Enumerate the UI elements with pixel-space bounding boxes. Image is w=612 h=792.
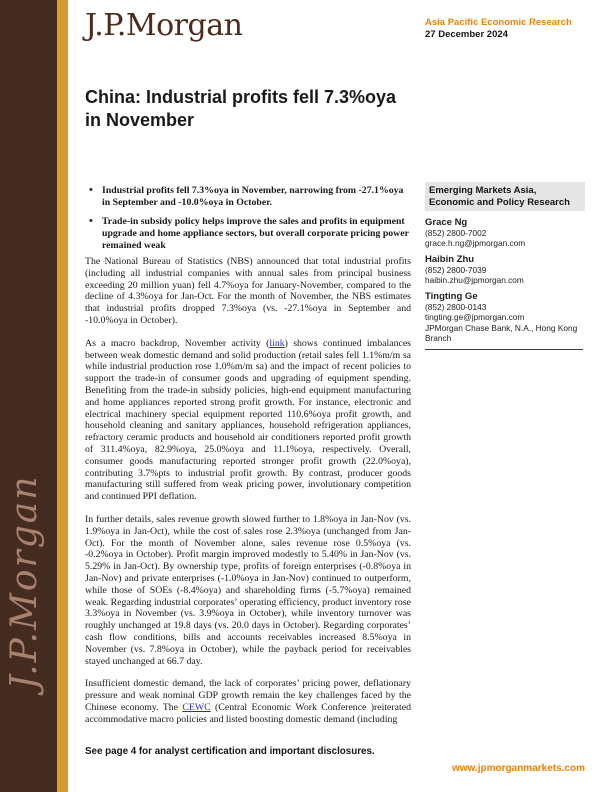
paragraph-text: As a macro backdrop, November activity ( xyxy=(85,337,270,349)
jpmorganmarkets-url[interactable]: www.jpmorganmarkets.com xyxy=(452,763,585,774)
disclosure-note: See page 4 for analyst certification and important disclosures. xyxy=(85,746,375,757)
analyst-entry xyxy=(425,291,585,322)
body-paragraph-1: The National Bureau of Statistics (NBS) announced that total industrial profits (including all industrial companies with annual sales from principal business exceeding 20 million yuan) fell 4.7%oya for January-November, compared to the decline of 4.3%oya for Jan-Oct. For the month of November, the NBS estimates that industrial profits dropped 7.3%oya (vs. -27.1%oya in September and -10.0%oya in October). xyxy=(85,256,411,326)
analyst-phone: (852) 2800-7039 xyxy=(425,265,487,275)
report-date: 27 December 2024 xyxy=(425,29,508,40)
analyst-contacts-column xyxy=(425,182,585,350)
header-right-block xyxy=(425,17,595,41)
bank-entity-line: JPMorgan Chase Bank, N.A., Hong Kong Branch xyxy=(425,323,578,343)
summary-bullet: • Industrial profits fell 7.3%oya in November, narrowing from -27.1%oya in September and -10.0%oya in October. xyxy=(85,185,411,209)
body-paragraph-3: In further details, sales revenue growth slowed further to 1.8%oya in Jan-Nov (vs. 1.9%oya in Jan-Oct), while the cost of sales rose 2.3%oya (unchanged from Jan-Oct). For the month of November alone, sales revenue rose 0.5%oya (vs. -0.2%oya in October). Profit margin improved modestly to 5.40% in Jan-Nov (vs. 5.29% in Jan-Oct). By ownership type, profits of foreign enterprises (-0.8%oya in Jan-Nov) and private enterprises (-1.0%oya in Jan-Nov) continued to outperform, while those of SOEs (-8.4%oya) and shareholding firms (-5.7%oya) remained weak. Regarding industrial corporates’ operating efficiency, product inventory rose 3.3%oya in November (vs. 3.9%oya in October), while inventory turnover was roughly unchanged at 19.8 days (vs. 20.0 days in October). Regarding corporates’ cash flow conditions, bills and accounts receivables increased 8.5%oya in November (vs. 7.8%oya in October), while the payback period for receivables stayed unchanged at 66.7 day. xyxy=(85,513,411,667)
paragraph-text: (Central Economic Work Conference )reiterated accommodative macro policies and listed boosting domestic demand (including xyxy=(85,701,411,725)
analyst-phone: (852) 2800-0143 xyxy=(425,302,487,312)
paragraph-text: ) shows continued imbalances between weak domestic demand and solid production (retail sales fell 1.1%m/m sa while industrial production rose 1.0%m/m sa) and the impact of recent policies to support the trade-in of consumer goods and upgrading of equipment spending. Benefiting from the trade-in subsidy policies, high-end equipment manufacturing and home appliances reported strong profit growth. For instance, electronic and electrical machinery special equipment reported 110.6%oya profit growth, and household cleaning and sanitary appliances, household refrigeration appliances, refractory ceramic products and household air conditioners reported profit growth of 311.4%oya, 82.9%oya, 25.0%oya and 11.1%oya, respectively. Overall, consumer goods manufacturing reported stronger profit growth (22.0%oya), contributing 3.7%pts to industrial profit growth. By contrast, producer goods manufacturing still suffered from weak pricing power, involutionary competition and continued PPI deflation. xyxy=(85,337,411,503)
body-text-column xyxy=(85,256,411,736)
analyst-email[interactable]: grace.h.ng@jpmorgan.com xyxy=(425,238,526,248)
analyst-name: Tingting Ge xyxy=(425,291,478,302)
contacts-divider xyxy=(425,349,583,350)
analyst-entry xyxy=(425,254,585,285)
jpmorgan-logo: J.P.Morgan xyxy=(85,8,243,43)
summary-bullet: • Trade-in subsidy policy helps improve the sales and profits in equipment upgrade and home appliance sectors, but overall corporate pricing power remained weak xyxy=(85,216,411,252)
body-paragraph-2 xyxy=(85,338,411,503)
analyst-name: Grace Ng xyxy=(425,217,468,228)
analyst-email[interactable]: tingting.ge@jpmorgan.com xyxy=(425,312,525,322)
analyst-name: Haibin Zhu xyxy=(425,254,475,265)
cewc-link[interactable]: CEWC xyxy=(182,701,211,713)
analyst-phone: (852) 2800-7002 xyxy=(425,228,487,238)
jpmorgan-signature-watermark: J.P.Morgan xyxy=(4,474,45,690)
brand-rail-gold-stripe xyxy=(57,0,68,792)
research-category-label: Asia Pacific Economic Research xyxy=(425,17,572,28)
paragraph-text: Insufficient domestic demand, the lack of corporates’ pricing power, deflationary pressure and weak nominal GDP growth remain the key challenges faced by the Chinese economy. The xyxy=(85,678,411,713)
november-activity-link[interactable]: link xyxy=(269,337,285,349)
analyst-entry xyxy=(425,217,585,248)
analyst-email[interactable]: haibin.zhu@jpmorgan.com xyxy=(425,275,524,285)
research-group-header: Emerging Markets Asia, Economic and Policy Research xyxy=(425,182,585,211)
summary-bullet-list xyxy=(85,185,411,259)
report-title: China: Industrial profits fell 7.3%oya in November xyxy=(85,87,397,130)
body-paragraph-4 xyxy=(85,678,411,725)
